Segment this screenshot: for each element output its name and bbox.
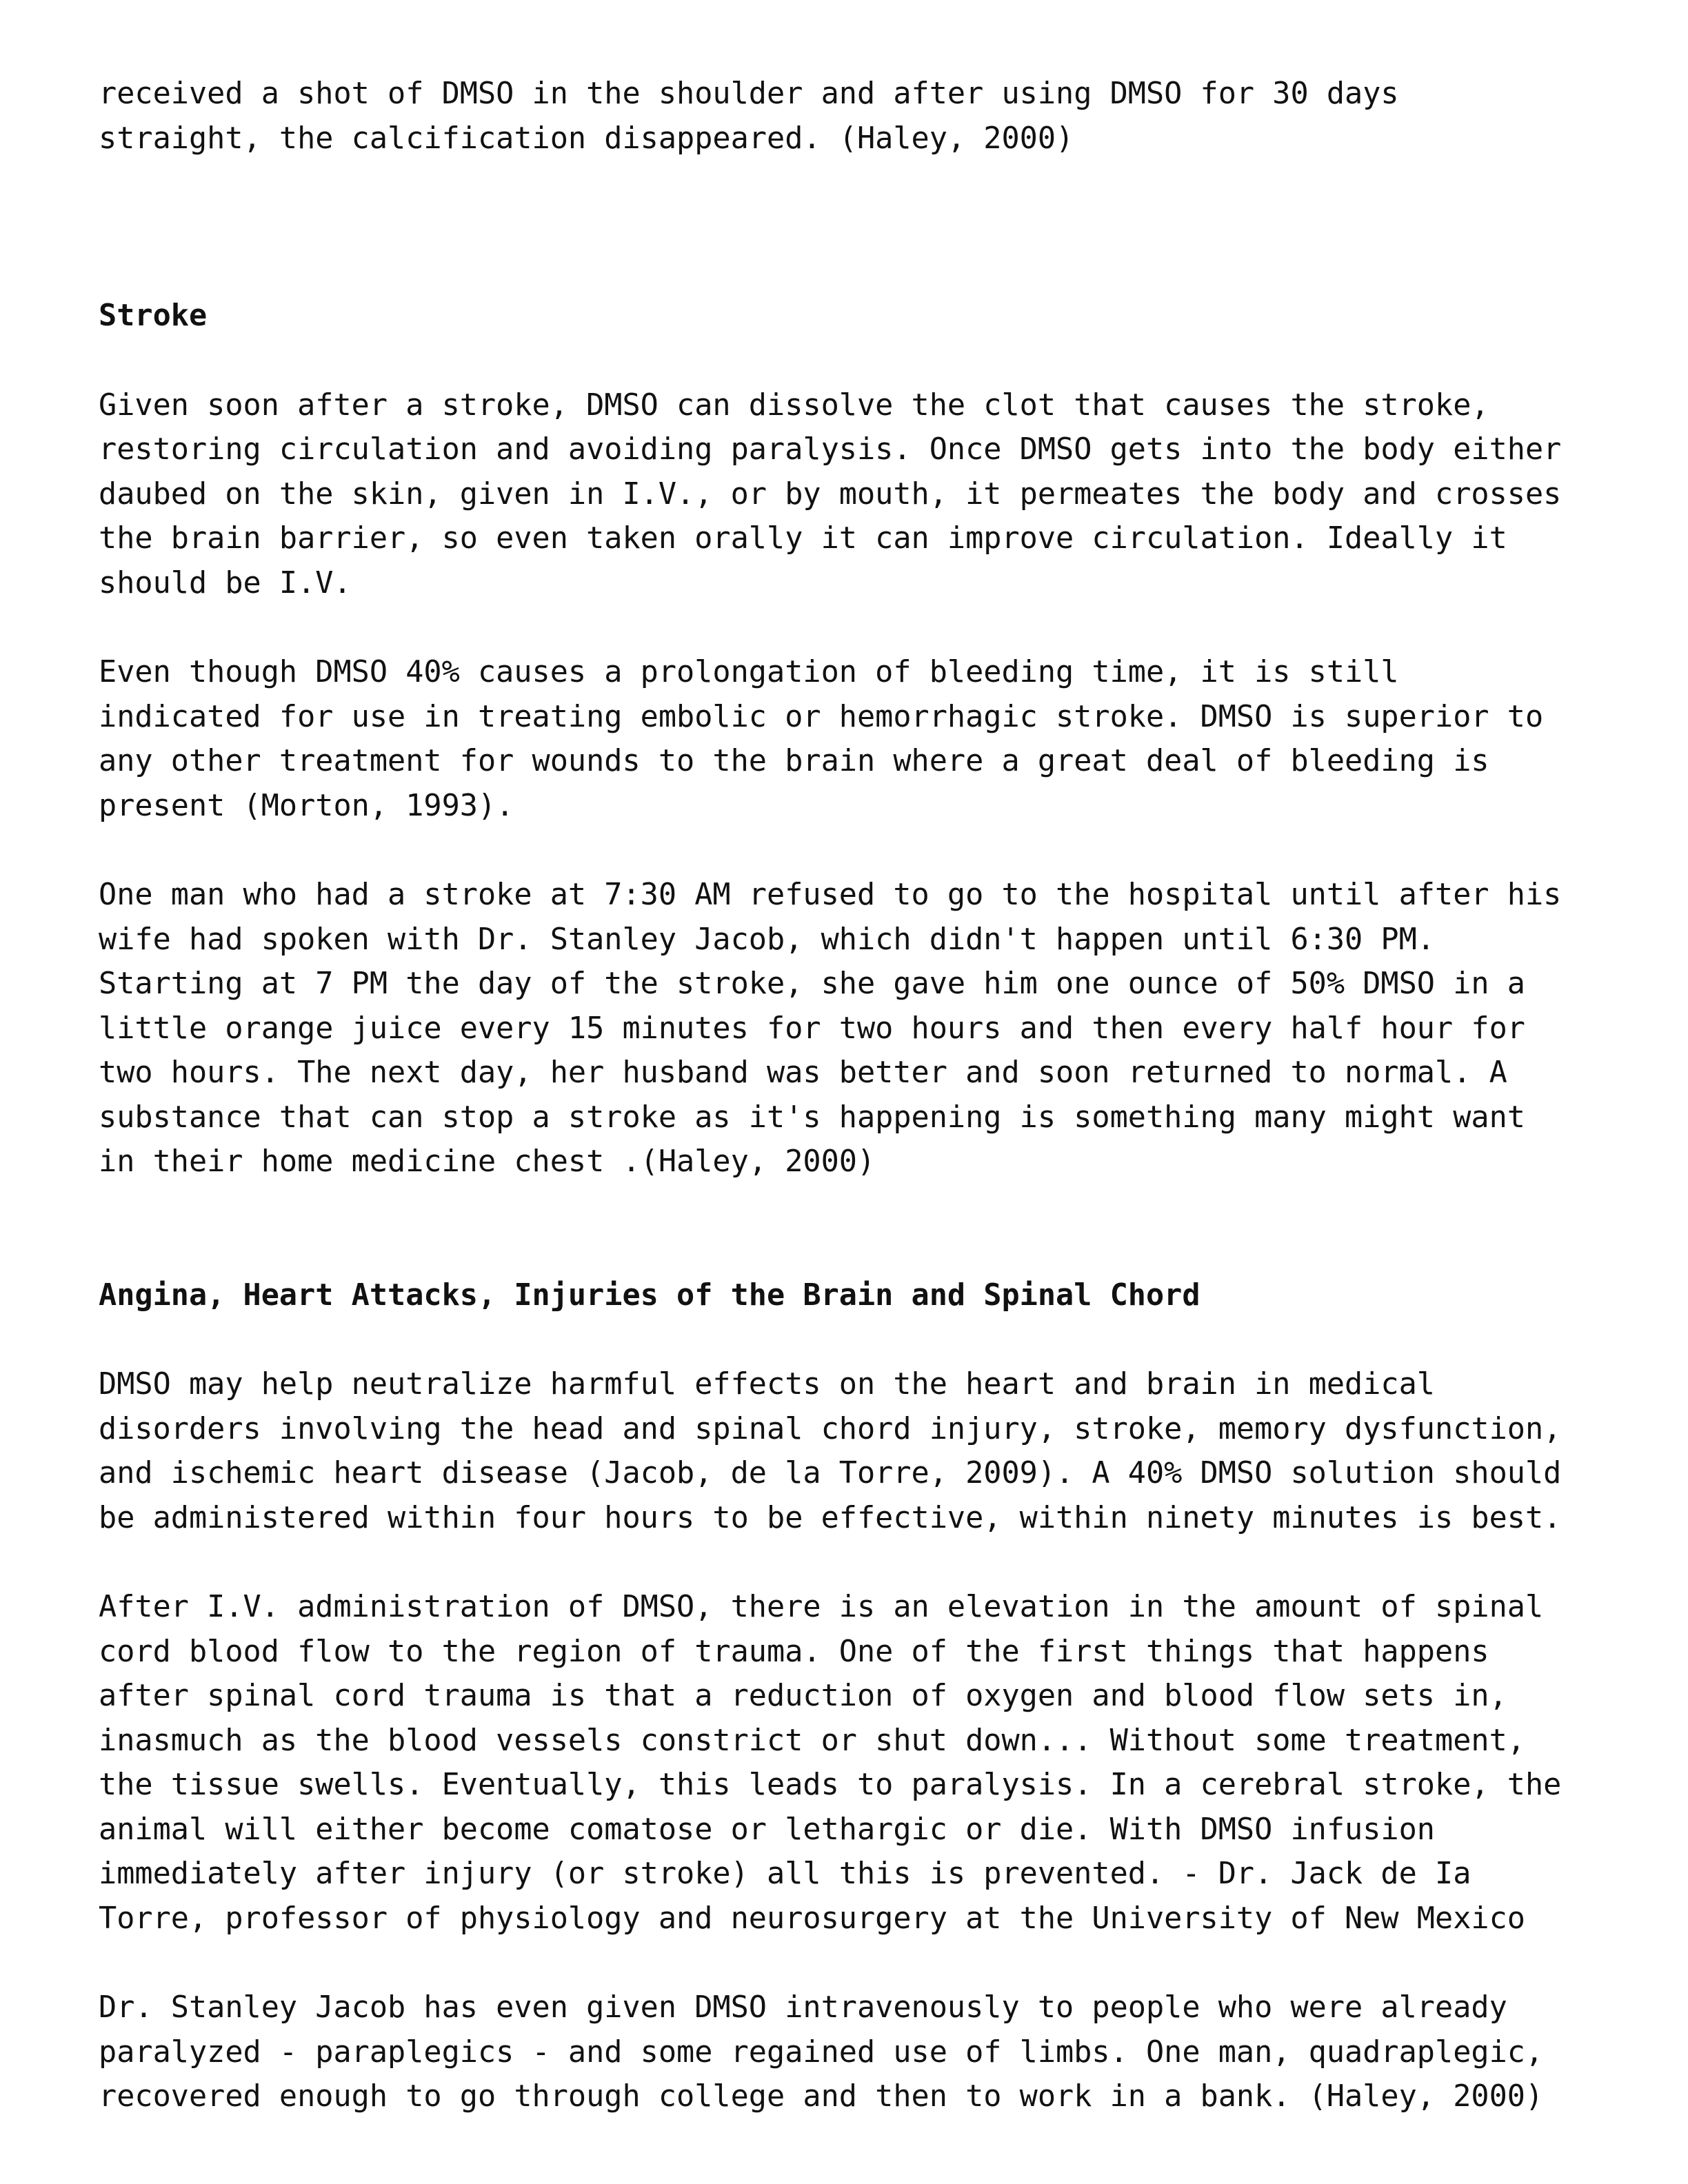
text-line: paralyzed - paraplegics - and some regained use of limbs. One man, quadraplegic,	[99, 2034, 1544, 2070]
text-line: little orange juice every 15 minutes for two hours and then every half hour for	[99, 1011, 1525, 1046]
text-line: any other treatment for wounds to the brain where a great deal of bleeding is	[99, 744, 1489, 778]
text-line: received a shot of DMSO in the shoulder and after using DMSO for 30 days	[99, 77, 1399, 111]
section-heading-angina: Angina, Heart Attacks, Injuries of the Brain and Spinal Chord	[99, 1277, 1200, 1313]
text-line: Given soon after a stroke, DMSO can dissolve the clot that causes the stroke,	[99, 387, 1489, 423]
text-line: DMSO may help neutralize harmful effects on the heart and brain in medical	[99, 1367, 1436, 1402]
stroke-paragraph-3	[99, 873, 1643, 1184]
text-line: present (Morton, 1993).	[99, 788, 514, 823]
text-line: Starting at 7 PM the day of the stroke, she gave him one ounce of 50% DMSO in a	[99, 967, 1525, 1001]
intro-paragraph	[99, 72, 1643, 161]
stroke-paragraph-2	[99, 650, 1643, 828]
text-line: Dr. Stanley Jacob has even given DMSO intravenously to people who were already	[99, 1990, 1507, 2025]
text-line: and ischemic heart disease (Jacob, de la Torre, 2009). A 40% DMSO solution should	[99, 1456, 1562, 1490]
angina-paragraph-2	[99, 1585, 1643, 1941]
text-line: cord blood flow to the region of trauma. One of the first things that happens	[99, 1634, 1489, 1669]
text-line: the tissue swells. Eventually, this leads to paralysis. In a cerebral stroke, the	[99, 1768, 1562, 1802]
text-line: Even though DMSO 40% causes a prolongation of bleeding time, it is still	[99, 655, 1399, 689]
document-page	[99, 72, 1643, 2119]
text-line: daubed on the skin, given in I.V., or by mouth, it permeates the body and crosses	[99, 476, 1562, 512]
angina-paragraph-3	[99, 1985, 1643, 2119]
text-line: be administered within four hours to be effective, within ninety minutes is best.	[99, 1500, 1562, 1535]
text-line: two hours. The next day, her husband was better and soon returned to normal. A	[99, 1055, 1507, 1090]
text-line: immediately after injury (or stroke) all this is prevented. - Dr. Jack de Ia	[99, 1857, 1471, 1891]
text-line: restoring circulation and avoiding paralysis. Once DMSO gets into the body either	[99, 432, 1562, 467]
text-line: One man who had a stroke at 7:30 AM refused to go to the hospital until after his	[99, 878, 1562, 912]
text-line: disorders involving the head and spinal chord injury, stroke, memory dysfunction,	[99, 1411, 1562, 1446]
text-line: After I.V. administration of DMSO, there is an elevation in the amount of spinal	[99, 1590, 1544, 1624]
text-line: in their home medicine chest .(Haley, 2000)	[99, 1144, 876, 1179]
section-heading-stroke: Stroke	[99, 299, 208, 333]
text-line: straight, the calcification disappeared. (Haley, 2000)	[99, 121, 1074, 156]
text-line: indicated for use in treating embolic or hemorrhagic stroke. DMSO is superior to	[99, 699, 1544, 734]
text-line: the brain barrier, so even taken orally it can improve circulation. Ideally it	[99, 521, 1507, 556]
stroke-paragraph-1	[99, 383, 1643, 606]
angina-paragraph-1	[99, 1362, 1643, 1540]
text-line: should be I.V.	[99, 565, 352, 600]
text-line: after spinal cord trauma is that a reduction of oxygen and blood flow sets in,	[99, 1679, 1507, 1713]
text-line: wife had spoken with Dr. Stanley Jacob, which didn't happen until 6:30 PM.	[99, 922, 1436, 957]
text-line: recovered enough to go through college and then to work in a bank. (Haley, 2000)	[99, 2079, 1544, 2114]
text-line: animal will either become comatose or lethargic or die. With DMSO infusion	[99, 1812, 1436, 1847]
text-line: Torre, professor of physiology and neurosurgery at the University of New Mexico	[99, 1901, 1525, 1936]
text-line: substance that can stop a stroke as it's happening is something many might want	[99, 1100, 1525, 1135]
text-line: inasmuch as the blood vessels constrict or shut down... Without some treatment,	[99, 1723, 1525, 1758]
